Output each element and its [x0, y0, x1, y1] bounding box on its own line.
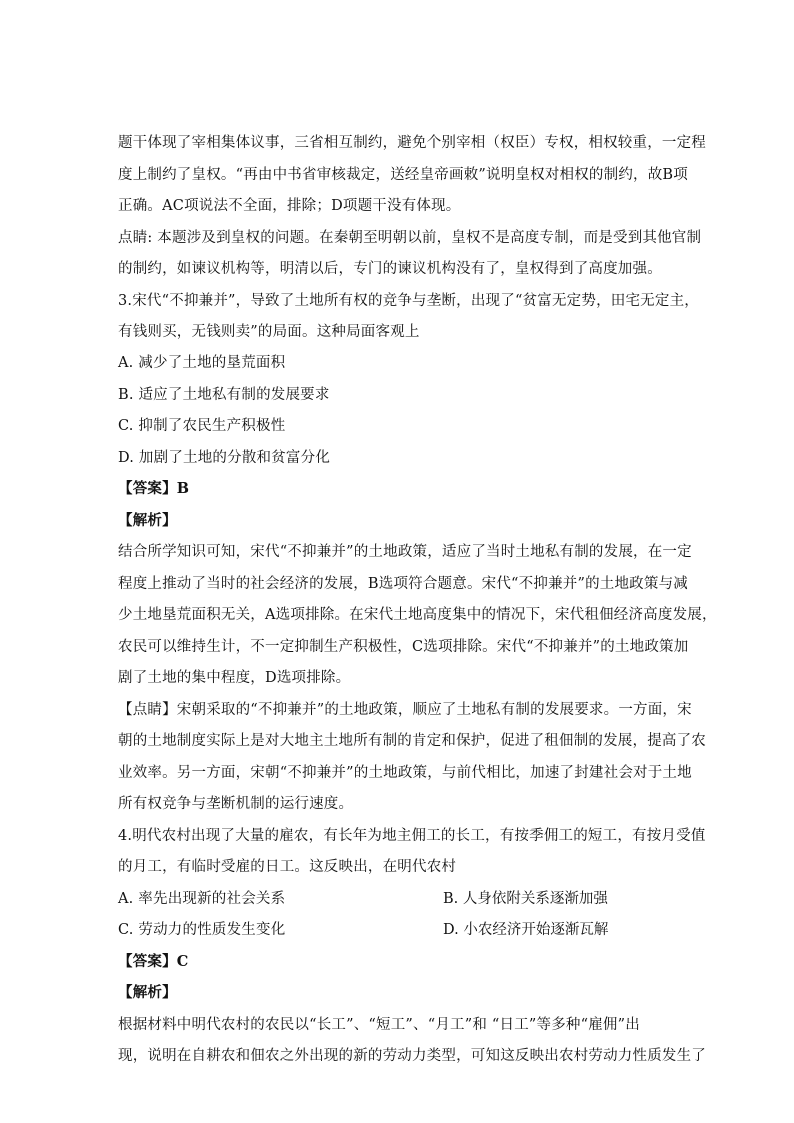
option-c: C. 抑制了农民生产积极性	[118, 418, 286, 434]
text-line: 的制约，如谏议机构等，明清以后，专门的谏议机构没有了，皇权得到了高度加强。	[118, 261, 662, 277]
text-line: 业效率。另一方面，宋朝“不抑兼并”的土地政策，与前代相比，加速了封建社会对于土地	[118, 765, 692, 781]
option-b: B. 适应了土地私有制的发展要求	[118, 387, 330, 403]
text-line: 少土地垦荒面积无关，A选项排除。在宋代土地高度集中的情况下，宋代租佃经济高度发展，	[118, 607, 717, 623]
question-3: 3.宋代“不抑兼并”，导致了土地所有权的竞争与垄断，出现了“贫富无定势，田宅无定主，	[118, 293, 699, 309]
text-line: 朝的土地制度实际上是对大地主土地所有制的肯定和保护，促进了租佃制的发展，提高了农	[118, 733, 706, 749]
answer-label: 【答案】C	[118, 953, 189, 970]
text-line: 根据材料中明代农村的农民以“长工”、“短工”、“月工”和 “日工”等多种“雇佣”出	[118, 1017, 640, 1033]
text-line: 度上制约了皇权。“再由中书省审核裁定，送经皇帝画敕”说明皇权对相权的制约，故B项	[118, 167, 688, 183]
text-line: 剧了土地的集中程度，D选项排除。	[118, 670, 351, 686]
option-d: D. 加剧了土地的分散和贫富分化	[118, 450, 331, 466]
answer-label: 【答案】B	[118, 480, 190, 497]
text-line: 有钱则买，无钱则卖”的局面。这种局面客观上	[118, 324, 420, 340]
text-line: 结合所学知识可知，宋代“不抑兼并”的土地政策，适应了当时土地私有制的发展，在一定	[118, 544, 692, 560]
option-b: B. 人身依附关系逐渐加强	[443, 891, 608, 907]
text-line: 点睛: 本题涉及到皇权的问题。在秦朝至明朝以前，皇权不是高度专制，而是受到其他官制	[118, 230, 702, 246]
key-point: 【点睛】宋朝采取的“不抑兼并”的土地政策，顺应了土地私有制的发展要求。一方面，宋	[118, 702, 692, 718]
question-4: 4.明代农村出现了大量的雇农，有长年为地主佣工的长工，有按季佣工的短工，有按月受值	[118, 828, 706, 844]
text-line: 农民可以维持生计，不一定抑制生产积极性，C选项排除。宋代“不抑兼并”的土地政策加	[118, 639, 689, 655]
option-a: A. 减少了土地的垦荒面积	[118, 355, 286, 371]
option-c: C. 劳动力的性质发生变化	[118, 922, 286, 938]
text-line: 程度上推动了当时的社会经济的发展，B选项符合题意。宋代“不抑兼并”的土地政策与减	[118, 576, 688, 592]
text-line: 所有权竞争与垄断机制的运行速度。	[118, 796, 354, 812]
option-a: A. 率先出现新的社会关系	[118, 891, 286, 907]
text-line: 的月工，有临时受雇的日工。这反映出，在明代农村	[118, 859, 457, 875]
option-d: D. 小农经济开始逐渐瓦解	[443, 922, 609, 938]
analysis-label: 【解析】	[118, 512, 177, 529]
text-line: 题干体现了宰相集体议事，三省相互制约，避免个别宰相（权臣）专权，相权较重，一定程	[118, 135, 706, 151]
text-line: 现，说明在自耕农和佃农之外出现的新的劳动力类型，可知这反映出农村劳动力性质发生了	[118, 1048, 706, 1064]
analysis-label: 【解析】	[118, 984, 177, 1001]
text-line: 正确。AC项说法不全面，排除；D项题干没有体现。	[118, 198, 461, 214]
